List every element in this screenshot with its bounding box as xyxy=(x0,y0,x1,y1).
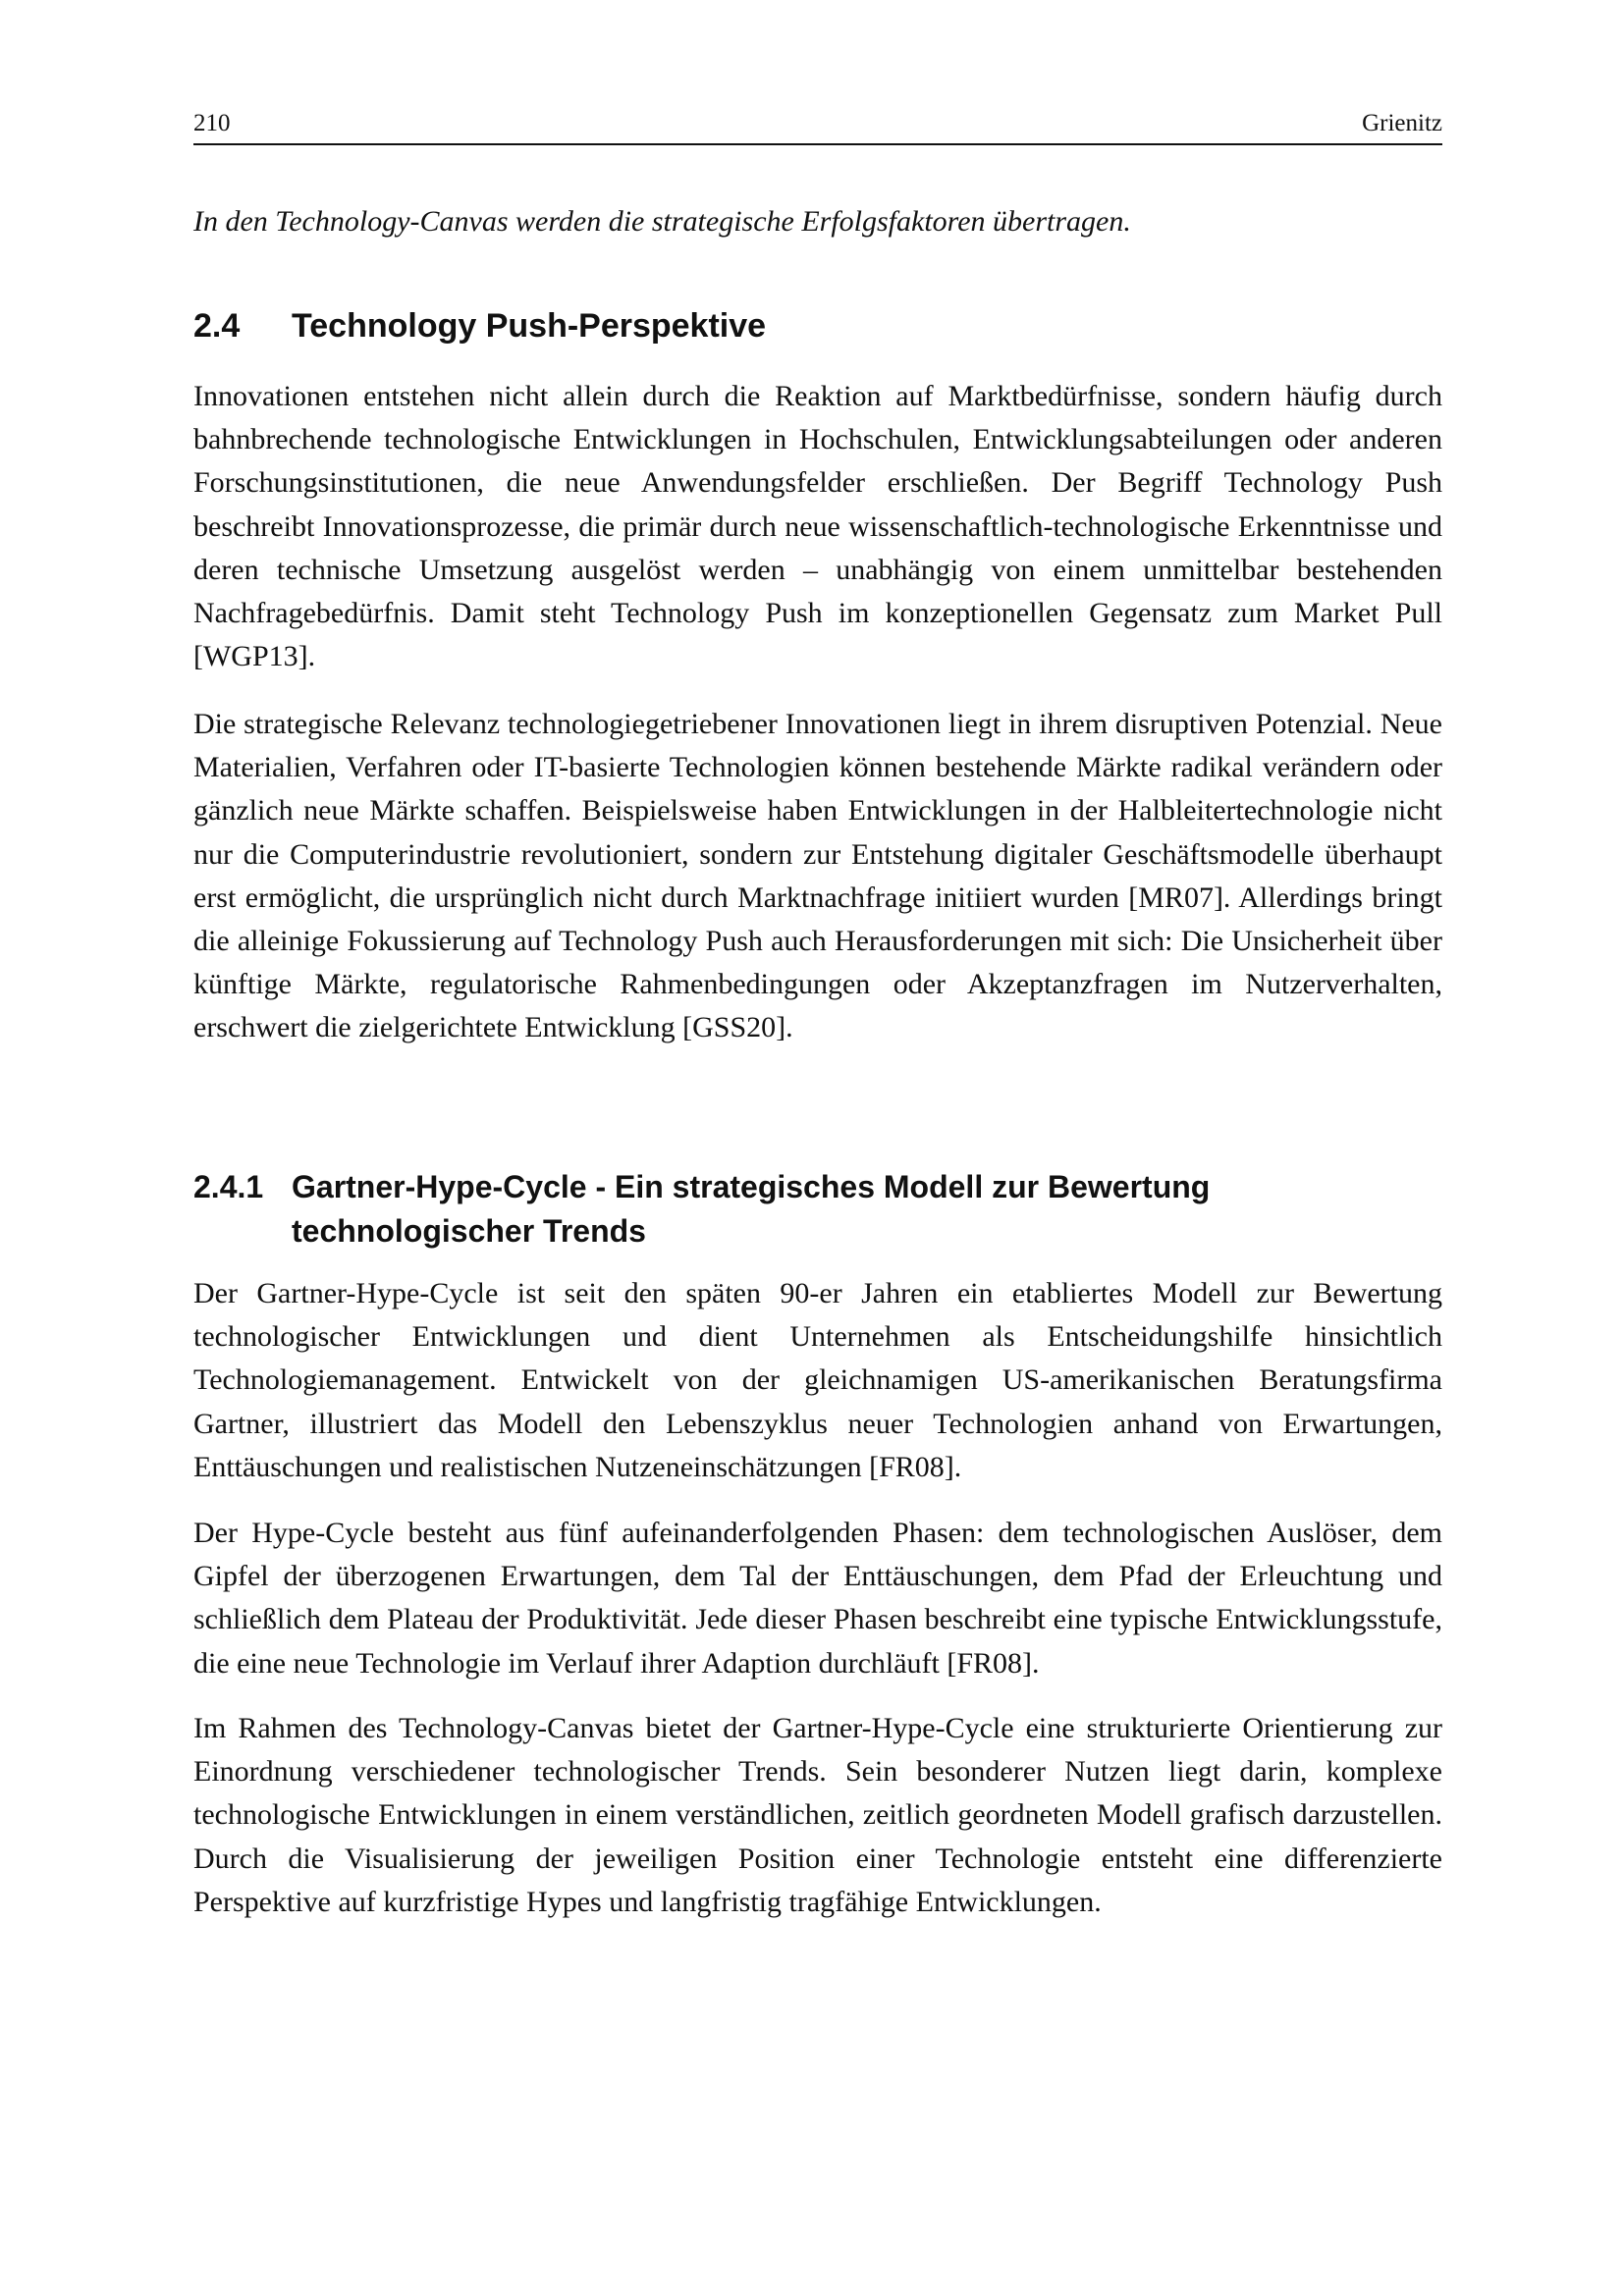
section-title: Technology Push-Perspektive xyxy=(292,307,767,345)
section-heading-2-4 xyxy=(193,304,1442,347)
subsection-heading-2-4-1 xyxy=(193,1165,1442,1254)
body-paragraph: Der Gartner-Hype-Cycle ist seit den späten 90-er Jahren ein etabliertes Modell zur Bewertung technologischer Entwicklungen und dient Unternehmen als Entscheidungshilfe hinsichtlich Technologiemanagement. Entwickelt von der gleichnamigen US-amerikanischen Beratungsfirma Gartner, illustriert das Modell den Lebenszyklus neuer Technologien anhand von Erwartungen, Enttäuschungen und realistischen Nutzeneinschätzungen [FR08]. xyxy=(193,1277,1442,1483)
intro-sentence: In den Technology-Canvas werden die strategische Erfolgsfaktoren übertragen. xyxy=(193,205,1131,238)
body-paragraph: Im Rahmen des Technology-Canvas bietet der Gartner-Hype-Cycle eine strukturierte Orientierung zur Einordnung verschiedener technologischer Trends. Sein besonderer Nutzen liegt darin, komplexe technologische Entwicklungen in einem verständlichen, zeitlich geordneten Modell grafisch darzustellen. Durch die Visualisierung der jeweiligen Position einer Technologie entsteht eine differenzierte Perspektive auf kurzfristige Hypes und langfristig tragfähige Entwicklungen. xyxy=(193,1712,1442,1918)
body-paragraph: Innovationen entstehen nicht allein durch die Reaktion auf Marktbedürfnisse, sondern häufig durch bahnbrechende technologische Entwicklungen in Hochschulen, Entwicklungsabteilungen oder anderen Forschungsinstitutionen, die neue Anwendungsfelder erschließen. Der Begriff Technology Push beschreibt Innovationsprozesse, die primär durch neue wissenschaftlich-technologische Erkenntnisse und deren technische Umsetzung ausgelöst werden – unabhängig von einem unmittelbar bestehenden Nachfragebedürfnis. Damit steht Technology Push im konzeptionellen Gegensatz zum Market Pull [WGP13]. xyxy=(193,380,1442,673)
document-page xyxy=(193,0,1442,2296)
running-header-author: Grienitz xyxy=(1362,110,1442,136)
section-number: 2.4 xyxy=(193,307,241,345)
body-paragraph: Der Hype-Cycle besteht aus fünf aufeinanderfolgenden Phasen: dem technologischen Auslöser, dem Gipfel der überzogenen Erwartungen, dem Tal der Enttäuschungen, dem Pfad der Erleuchtung und schließlich dem Plateau der Produktivität. Jede dieser Phasen beschreibt eine typische Entwicklungsstufe, die eine neue Technologie im Verlauf ihrer Adaption durchläuft [FR08]. xyxy=(193,1517,1442,1680)
body-paragraph: Die strategische Relevanz technologiegetriebener Innovationen liegt in ihrem disruptiven Potenzial. Neue Materialien, Verfahren oder IT-basierte Technologien können bestehende Märkte radikal verändern oder gänzlich neue Märkte schaffen. Beispielsweise haben Entwicklungen in der Halbleitertechnologie nicht nur die Computerindustrie revolutioniert, sondern zur Entstehung digitaler Geschäftsmodelle überhaupt erst ermöglicht, die ursprünglich nicht durch Marktnachfrage initiiert wurden [MR07]. Allerdings bringt die alleinige Fokussierung auf Technology Push auch Herausforderungen mit sich: Die Unsicherheit über künftige Märkte, regulatorische Rahmenbedingungen oder Akzeptanzfragen im Nutzerverhalten, erschwert die zielgerichtete Entwicklung [GSS20]. xyxy=(193,708,1442,1044)
running-header xyxy=(193,108,1442,145)
page-number: 210 xyxy=(193,110,231,136)
subsection-title: Gartner-Hype-Cycle - Ein strategisches Modell zur Bewertung technologischer Trends xyxy=(292,1169,1211,1249)
subsection-number: 2.4.1 xyxy=(193,1169,264,1204)
